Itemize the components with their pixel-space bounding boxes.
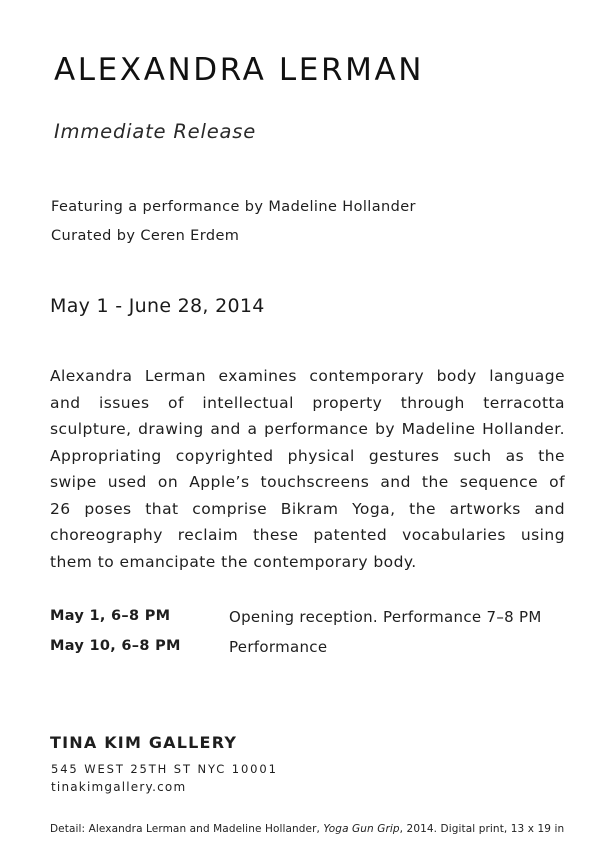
caption-work-title: Yoga Gun Grip	[323, 823, 400, 835]
image-caption	[50, 823, 564, 835]
exhibition-dates: May 1 - June 28, 2014	[50, 295, 265, 317]
description-line: swipe used on Apple’s touchscreens and the sequence of	[50, 473, 565, 491]
event-description: Opening reception. Performance 7–8 PM	[229, 608, 542, 626]
curator-credit: Curated by Ceren Erdem	[51, 228, 240, 244]
event-description: Performance	[229, 638, 328, 656]
event-date: May 1, 6–8 PM	[50, 608, 171, 624]
description-line: them to emancipate the contemporary body.	[50, 552, 417, 571]
caption-suffix: , 2014. Digital print, 13 x 19 in	[399, 823, 565, 835]
caption-prefix: Detail: Alexandra Lerman and Madeline Hollander,	[50, 823, 324, 835]
description-line: choreography reclaim these patented vocabularies using	[50, 526, 565, 544]
description-line: 26 poses that comprise Bikram Yoga, the artworks and	[50, 499, 565, 518]
description-paragraph	[50, 363, 565, 575]
artist-name: ALEXANDRA LERMAN	[54, 52, 425, 88]
event-date: May 10, 6–8 PM	[50, 638, 181, 654]
gallery-website: tinakimgallery.com	[51, 780, 187, 794]
description-line: Alexandra Lerman examines contemporary body language	[50, 367, 565, 385]
description-line: Appropriating copyrighted physical gestures such as the	[50, 446, 565, 465]
gallery-name: TINA KIM GALLERY	[50, 733, 238, 752]
description-line: sculpture, drawing and a performance by Madeline Hollander.	[50, 420, 565, 438]
description-line: and issues of intellectual property through terracotta	[50, 393, 565, 412]
exhibition-title: Immediate Release	[54, 120, 256, 143]
gallery-address: 545 WEST 25TH ST NYC 10001	[51, 762, 278, 776]
featuring-credit: Featuring a performance by Madeline Hollander	[51, 199, 416, 215]
